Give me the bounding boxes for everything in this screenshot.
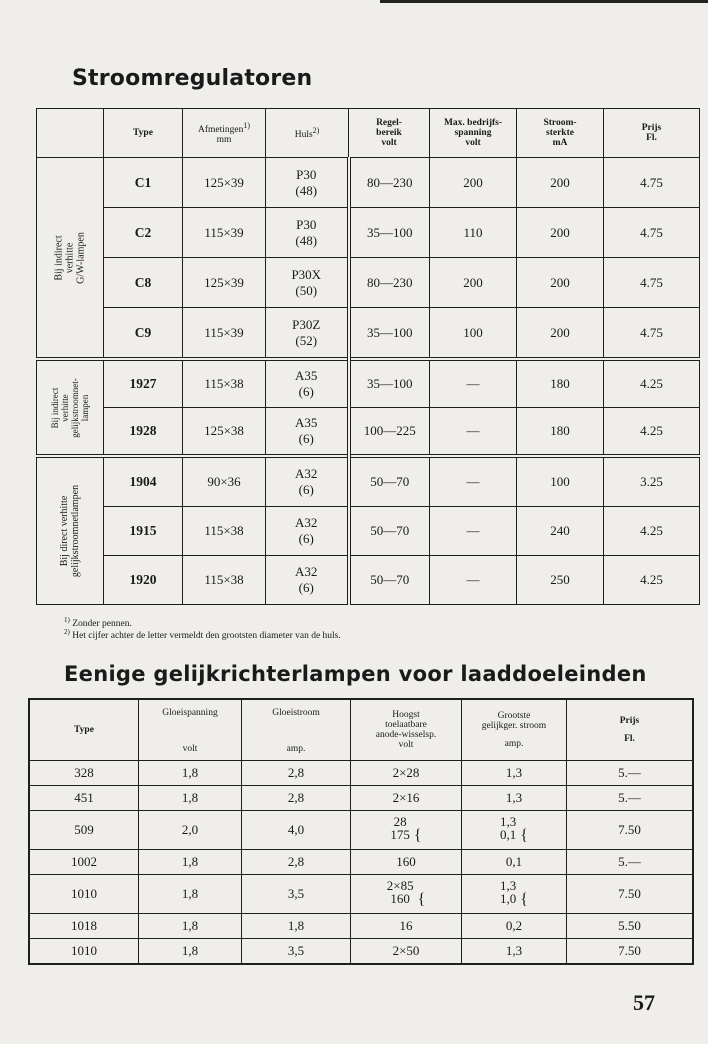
cell-filament-voltage: 2,0 <box>139 811 242 850</box>
cell-anode-voltage: 16 <box>351 914 462 939</box>
section-title-rectifiers: Eenige gelijkrichterlampen voor laaddoeleinden <box>64 662 647 686</box>
cell-current: 250 <box>517 556 604 605</box>
cell-filament-voltage: 1,8 <box>139 939 242 965</box>
header-dimensions: Afmetingen$^{1)}$ mm <box>183 109 266 158</box>
footnote-2: $^{2)}$ Het cijfer achter de letter vermeldt den grootsten diameter van de huls. <box>64 628 341 642</box>
cell-dimensions: 125×39 <box>183 258 266 308</box>
table-row <box>29 875 693 914</box>
table-row <box>29 914 693 939</box>
header-price: Prijs Fl. <box>604 109 700 158</box>
cell-price: 4.25 <box>604 556 700 605</box>
cell-type: C9 <box>104 308 183 360</box>
group-label-cell: Bij direct verhitte gelijkstroomnetlampen <box>37 456 104 605</box>
header-current: Stroom- sterkte mA <box>517 109 604 158</box>
header-filament-voltage: Gloeispanning volt <box>139 699 242 761</box>
table-row <box>37 308 700 360</box>
cell-price: 5.— <box>567 850 694 875</box>
cell-filament-voltage: 1,8 <box>139 850 242 875</box>
cell-price: 7.50 <box>567 939 694 965</box>
group-label-cell: Bij indirect verhitte gelijkstroomnet- lampen <box>37 359 104 456</box>
cell-rectified-current: 1,3 1,0 { <box>462 875 567 914</box>
cell-dimensions: 90×36 <box>183 456 266 507</box>
cell-range: 80—230 <box>349 158 430 208</box>
regulators-header-row <box>37 109 700 158</box>
cell-type: 1002 <box>29 850 139 875</box>
cell-max-voltage: — <box>430 507 517 556</box>
cell-filament-current: 3,5 <box>242 875 351 914</box>
cell-price: 5.— <box>567 786 694 811</box>
cell-rectified-current: 1,3 <box>462 939 567 965</box>
cell-max-voltage: — <box>430 408 517 457</box>
header-range: Regel- bereik volt <box>349 109 430 158</box>
cell-rectified-current: 1,3 <box>462 786 567 811</box>
cell-rectified-current: 1,3 0,1 { <box>462 811 567 850</box>
cell-type: 1915 <box>104 507 183 556</box>
cell-base: A35 (6) <box>266 359 349 408</box>
cell-price: 4.75 <box>604 258 700 308</box>
cell-current: 200 <box>517 308 604 360</box>
top-rule <box>380 0 708 3</box>
header-type: Type <box>29 699 139 761</box>
cell-dimensions: 125×39 <box>183 158 266 208</box>
cell-anode-voltage: 2×50 <box>351 939 462 965</box>
cell-filament-current: 1,8 <box>242 914 351 939</box>
cell-type: 509 <box>29 811 139 850</box>
page-number: 57 <box>633 990 655 1015</box>
cell-type: 451 <box>29 786 139 811</box>
regulators-table <box>36 108 700 605</box>
cell-range: 100—225 <box>349 408 430 457</box>
cell-price: 5.— <box>567 761 694 786</box>
cell-price: 4.25 <box>604 507 700 556</box>
cell-range: 50—70 <box>349 507 430 556</box>
cell-filament-voltage: 1,8 <box>139 875 242 914</box>
cell-current: 100 <box>517 456 604 507</box>
cell-max-voltage: — <box>430 359 517 408</box>
cell-anode-voltage: 28 175 { <box>351 811 462 850</box>
cell-filament-voltage: 1,8 <box>139 786 242 811</box>
cell-range: 50—70 <box>349 556 430 605</box>
cell-current: 200 <box>517 158 604 208</box>
cell-current: 200 <box>517 258 604 308</box>
cell-type: C8 <box>104 258 183 308</box>
cell-max-voltage: 100 <box>430 308 517 360</box>
cell-type: 1018 <box>29 914 139 939</box>
cell-current: 200 <box>517 208 604 258</box>
cell-current: 180 <box>517 359 604 408</box>
cell-max-voltage: — <box>430 556 517 605</box>
cell-max-voltage: 200 <box>430 158 517 208</box>
cell-base: P30 (48) <box>266 208 349 258</box>
cell-type: 1010 <box>29 875 139 914</box>
cell-price: 4.75 <box>604 158 700 208</box>
group-header-empty <box>37 109 104 158</box>
cell-rectified-current: 1,3 <box>462 761 567 786</box>
cell-rectified-current: 0,1 <box>462 850 567 875</box>
cell-type: C2 <box>104 208 183 258</box>
cell-current: 180 <box>517 408 604 457</box>
table-row <box>37 258 700 308</box>
cell-filament-current: 2,8 <box>242 786 351 811</box>
header-rectified-current: Grootste gelijkger. stroom amp. <box>462 699 567 761</box>
header-filament-current: Gloeistroom amp. <box>242 699 351 761</box>
table-row <box>37 408 700 457</box>
section-title-regulators: Stroomregulatoren <box>72 66 313 91</box>
cell-anode-voltage: 160 <box>351 850 462 875</box>
table-row <box>29 761 693 786</box>
brace-icon: { <box>417 891 426 908</box>
cell-current: 240 <box>517 507 604 556</box>
header-price: Prijs Fl. <box>567 699 694 761</box>
cell-filament-current: 4,0 <box>242 811 351 850</box>
cell-type: C1 <box>104 158 183 208</box>
cell-type: 1904 <box>104 456 183 507</box>
table-row <box>37 359 700 408</box>
cell-base: P30X (50) <box>266 258 349 308</box>
header-type: Type <box>104 109 183 158</box>
cell-dimensions: 115×39 <box>183 308 266 360</box>
cell-price: 4.75 <box>604 308 700 360</box>
group-label-cell: Bij indirect verhitte G/W-lampen <box>37 158 104 360</box>
table-row <box>37 507 700 556</box>
cell-filament-current: 3,5 <box>242 939 351 965</box>
table-row <box>29 786 693 811</box>
cell-base: A32 (6) <box>266 456 349 507</box>
cell-range: 35—100 <box>349 208 430 258</box>
cell-dimensions: 115×38 <box>183 556 266 605</box>
cell-filament-voltage: 1,8 <box>139 914 242 939</box>
cell-max-voltage: 200 <box>430 258 517 308</box>
header-max-voltage: Max. bedrijfs- spanning volt <box>430 109 517 158</box>
cell-rectified-current: 0,2 <box>462 914 567 939</box>
cell-price: 3.25 <box>604 456 700 507</box>
cell-type: 1010 <box>29 939 139 965</box>
cell-type: 1928 <box>104 408 183 457</box>
cell-anode-voltage: 2×85 160 { <box>351 875 462 914</box>
cell-type: 1920 <box>104 556 183 605</box>
cell-anode-voltage: 2×28 <box>351 761 462 786</box>
table-row <box>29 939 693 965</box>
table-row <box>37 158 700 208</box>
cell-dimensions: 115×38 <box>183 359 266 408</box>
cell-base: P30 (48) <box>266 158 349 208</box>
cell-price: 4.75 <box>604 208 700 258</box>
brace-icon: { <box>520 891 528 908</box>
cell-price: 5.50 <box>567 914 694 939</box>
cell-price: 4.25 <box>604 408 700 457</box>
cell-price: 7.50 <box>567 811 694 850</box>
header-base: Huls$^{2)}$ <box>266 109 349 158</box>
cell-range: 50—70 <box>349 456 430 507</box>
cell-price: 7.50 <box>567 875 694 914</box>
table-row <box>29 850 693 875</box>
cell-max-voltage: — <box>430 456 517 507</box>
cell-base: A32 (6) <box>266 556 349 605</box>
footnote-1: $^{1)}$ Zonder pennen. <box>64 616 132 630</box>
cell-base: A32 (6) <box>266 507 349 556</box>
table-row <box>37 456 700 507</box>
cell-dimensions: 115×38 <box>183 507 266 556</box>
table-row <box>29 811 693 850</box>
cell-dimensions: 125×38 <box>183 408 266 457</box>
cell-type: 328 <box>29 761 139 786</box>
cell-filament-voltage: 1,8 <box>139 761 242 786</box>
cell-anode-voltage: 2×16 <box>351 786 462 811</box>
cell-range: 80—230 <box>349 258 430 308</box>
cell-base: P30Z (52) <box>266 308 349 360</box>
rectifier-table <box>28 698 694 965</box>
cell-filament-current: 2,8 <box>242 850 351 875</box>
table-row <box>37 208 700 258</box>
cell-filament-current: 2,8 <box>242 761 351 786</box>
cell-price: 4.25 <box>604 359 700 408</box>
brace-icon: { <box>413 827 422 844</box>
brace-icon: { <box>520 827 528 844</box>
rectifier-header-row <box>29 699 693 761</box>
cell-max-voltage: 110 <box>430 208 517 258</box>
cell-base: A35 (6) <box>266 408 349 457</box>
cell-range: 35—100 <box>349 308 430 360</box>
cell-range: 35—100 <box>349 359 430 408</box>
header-anode-voltage: Hoogst toelaatbare anode-wisselsp. volt <box>351 699 462 761</box>
cell-type: 1927 <box>104 359 183 408</box>
table-row <box>37 556 700 605</box>
cell-dimensions: 115×39 <box>183 208 266 258</box>
